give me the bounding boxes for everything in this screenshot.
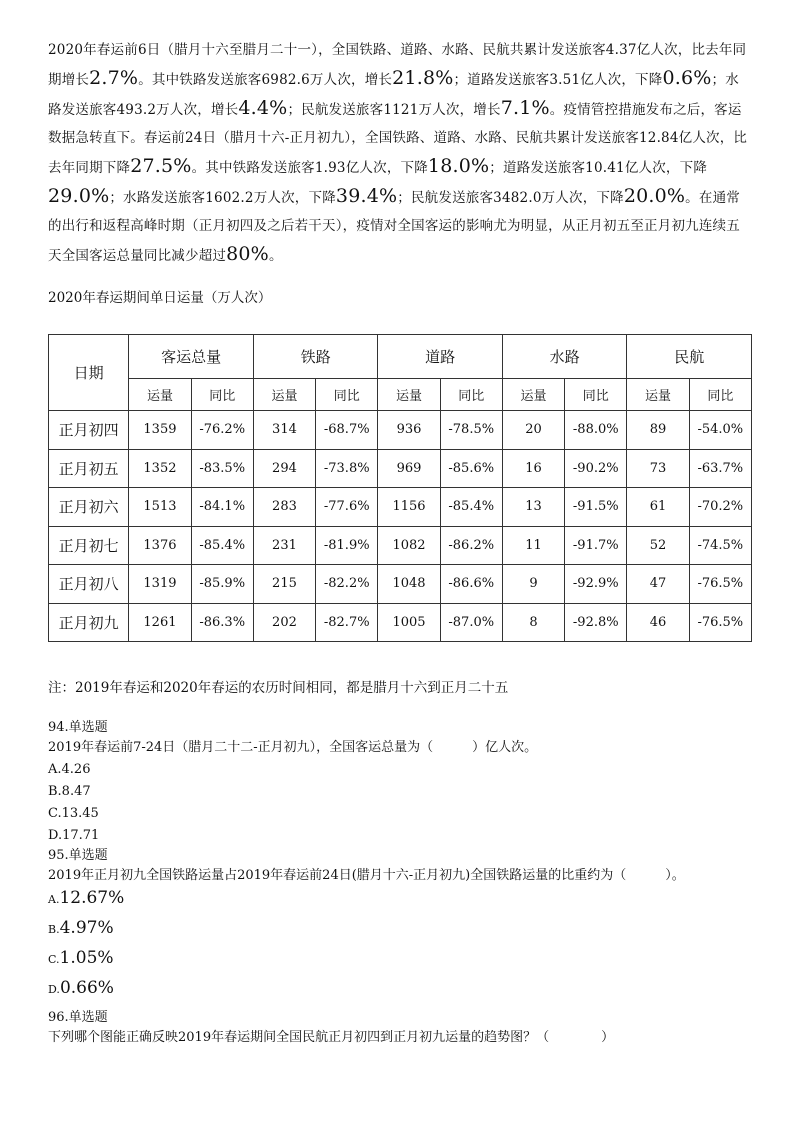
text-run: 。在通常的出行和返程高峰时期（正月初四及之后若干天），疫情对全国客运的影响尤为明显，从正月初五至正月初九连续五天全国客运总量同比减少超过: [48, 190, 740, 264]
table-cell: 969: [378, 449, 440, 488]
table-cell: -90.2%: [565, 449, 627, 488]
text-run: 。其中铁路发送旅客6982.6万人次，增长: [138, 72, 393, 88]
table-cell: -85.9%: [191, 565, 253, 604]
percent-value: 80%: [226, 243, 269, 265]
row-date: 正月初九: [49, 603, 129, 642]
question-94-number: 94.单选题: [48, 720, 108, 735]
table-cell: 9: [502, 565, 564, 604]
date-header: 日期: [49, 335, 129, 411]
option-letter: A.: [48, 893, 60, 906]
text-run: ；民航发送旅客3482.0万人次，下降: [397, 190, 624, 206]
table-title: 2020年春运期间单日运量（万人次）: [48, 290, 272, 306]
table-cell: 73: [627, 449, 689, 488]
option-letter: C.: [48, 953, 60, 966]
table-cell: -82.2%: [316, 565, 378, 604]
text-run: 2020年春运前6日（腊月十六至腊月二十一），全国铁路、道路、水路、民航共累计发送旅客4.37亿人次，比去年同期增长: [48, 42, 747, 88]
percent-value: 0.6%: [662, 67, 712, 89]
question-95-text: 2019年正月初九全国铁路运量占2019年春运前24日(腊月十六-正月初九)全国铁路运量的比重约为（ ）。: [48, 868, 685, 883]
row-date: 正月初八: [49, 565, 129, 604]
table-cell: 1261: [129, 603, 191, 642]
table-cell: 1005: [378, 603, 440, 642]
row-date: 正月初五: [49, 449, 129, 488]
table-row: [49, 565, 752, 604]
table-cell: 61: [627, 488, 689, 527]
intro-paragraph: [48, 36, 752, 270]
table-row: [49, 603, 752, 642]
table-row: [49, 411, 752, 450]
volume-subheader: 运量: [502, 379, 564, 411]
option-value: 12.67%: [59, 888, 125, 908]
table-cell: -63.7%: [689, 449, 751, 488]
percent-value: 4.4%: [238, 97, 288, 119]
table-cell: -73.8%: [316, 449, 378, 488]
group-header: 水路: [502, 335, 627, 379]
table-cell: 936: [378, 411, 440, 450]
row-date: 正月初七: [49, 526, 129, 565]
table-cell: 8: [502, 603, 564, 642]
table-cell: -91.5%: [565, 488, 627, 527]
table-cell: -77.6%: [316, 488, 378, 527]
table-cell: 1048: [378, 565, 440, 604]
table-cell: 16: [502, 449, 564, 488]
table-cell: 314: [253, 411, 315, 450]
traffic-table: [48, 334, 752, 642]
percent-value: 29.0%: [48, 185, 110, 207]
table-cell: 1513: [129, 488, 191, 527]
table-cell: 89: [627, 411, 689, 450]
table-cell: 283: [253, 488, 315, 527]
table-cell: -92.9%: [565, 565, 627, 604]
table-cell: 294: [253, 449, 315, 488]
table-cell: 1156: [378, 488, 440, 527]
table-cell: -91.7%: [565, 526, 627, 565]
table-cell: -87.0%: [440, 603, 502, 642]
percent-value: 2.7%: [89, 67, 139, 89]
option-letter: D.: [48, 983, 60, 996]
table-cell: -83.5%: [191, 449, 253, 488]
table-cell: 52: [627, 526, 689, 565]
table-cell: -84.1%: [191, 488, 253, 527]
table-cell: 1352: [129, 449, 191, 488]
table-cell: -70.2%: [689, 488, 751, 527]
text-run: ；道路发送旅客10.41亿人次，下降: [489, 160, 708, 176]
question-94-text: 2019年春运前7-24日（腊月二十二-正月初九），全国客运总量为（ ）亿人次。: [48, 740, 538, 755]
question-95-option-a[interactable]: [48, 888, 124, 910]
yoy-subheader: 同比: [689, 379, 751, 411]
table-cell: 231: [253, 526, 315, 565]
table-cell: 215: [253, 565, 315, 604]
percent-value: 27.5%: [130, 155, 192, 177]
question-95-number: 95.单选题: [48, 848, 108, 863]
table-cell: -92.8%: [565, 603, 627, 642]
table-cell: -76.5%: [689, 565, 751, 604]
table-row: [49, 449, 752, 488]
option-value: 0.66%: [59, 978, 114, 998]
table-cell: -86.2%: [440, 526, 502, 565]
option-value: 4.97%: [59, 918, 114, 938]
table-cell: -68.7%: [316, 411, 378, 450]
percent-value: 20.0%: [623, 185, 686, 207]
question-94-option-c[interactable]: C.13.45: [48, 806, 99, 821]
group-header: 民航: [627, 335, 752, 379]
question-95-option-d[interactable]: [48, 978, 114, 1000]
text-run: ；民航发送旅客1121万人次，增长: [287, 102, 501, 118]
question-94-option-a[interactable]: A.4.26: [48, 762, 91, 777]
table-cell: -76.2%: [191, 411, 253, 450]
text-run: ；道路发送旅客3.51亿人次，下降: [453, 72, 663, 88]
volume-subheader: 运量: [253, 379, 315, 411]
option-letter: B.: [48, 923, 60, 936]
yoy-subheader: 同比: [191, 379, 253, 411]
row-date: 正月初四: [49, 411, 129, 450]
table-note: 注：2019年春运和2020年春运的农历时间相同，都是腊月十六到正月二十五: [48, 680, 509, 696]
table-cell: -81.9%: [316, 526, 378, 565]
text-run: ；水路发送旅客493.2万人次，增长: [48, 72, 739, 118]
question-95-option-b[interactable]: [48, 918, 114, 940]
table-cell: 13: [502, 488, 564, 527]
table-cell: 20: [502, 411, 564, 450]
table-cell: -76.5%: [689, 603, 751, 642]
table-cell: -74.5%: [689, 526, 751, 565]
percent-value: 39.4%: [335, 185, 398, 207]
table-cell: 11: [502, 526, 564, 565]
yoy-subheader: 同比: [565, 379, 627, 411]
table-cell: -82.7%: [316, 603, 378, 642]
question-94-option-b[interactable]: B.8.47: [48, 784, 91, 799]
percent-value: 21.8%: [392, 67, 454, 89]
table-cell: 46: [627, 603, 689, 642]
question-96-text: 下列哪个图能正确反映2019年春运期间全国民航正月初四到正月初九运量的趋势图？（ ）: [48, 1030, 615, 1045]
table-cell: -86.6%: [440, 565, 502, 604]
volume-subheader: 运量: [627, 379, 689, 411]
question-95-option-c[interactable]: [48, 948, 114, 970]
table-cell: -86.3%: [191, 603, 253, 642]
group-header: 道路: [378, 335, 503, 379]
table-cell: -85.4%: [191, 526, 253, 565]
table-cell: 202: [253, 603, 315, 642]
yoy-subheader: 同比: [316, 379, 378, 411]
table-cell: 1359: [129, 411, 191, 450]
row-date: 正月初六: [49, 488, 129, 527]
question-94-option-d[interactable]: D.17.71: [48, 828, 100, 843]
question-96-number: 96.单选题: [48, 1010, 108, 1025]
table-cell: -54.0%: [689, 411, 751, 450]
table-cell: 1319: [129, 565, 191, 604]
text-run: 。: [268, 248, 283, 264]
table-row: [49, 526, 752, 565]
table-cell: -85.4%: [440, 488, 502, 527]
text-run: 。疫情管控措施发布之后，客运数据急转直下。春运前24日（腊月十六-正月初九），全国铁路、道路、水路、民航共累计发送旅客12.84亿人次，比去年同期下降: [48, 102, 748, 176]
table-cell: -78.5%: [440, 411, 502, 450]
volume-subheader: 运量: [378, 379, 440, 411]
table-cell: 1376: [129, 526, 191, 565]
text-run: 。其中铁路发送旅客1.93亿人次，下降: [191, 160, 428, 176]
percent-value: 18.0%: [427, 155, 490, 177]
group-header: 铁路: [253, 335, 378, 379]
yoy-subheader: 同比: [440, 379, 502, 411]
table-cell: -88.0%: [565, 411, 627, 450]
table-cell: 47: [627, 565, 689, 604]
table-cell: 1082: [378, 526, 440, 565]
group-header: 客运总量: [129, 335, 254, 379]
option-value: 1.05%: [59, 948, 114, 968]
volume-subheader: 运量: [129, 379, 191, 411]
table-row: [49, 488, 752, 527]
text-run: ；水路发送旅客1602.2万人次，下降: [109, 190, 336, 206]
table-cell: -85.6%: [440, 449, 502, 488]
percent-value: 7.1%: [500, 97, 550, 119]
